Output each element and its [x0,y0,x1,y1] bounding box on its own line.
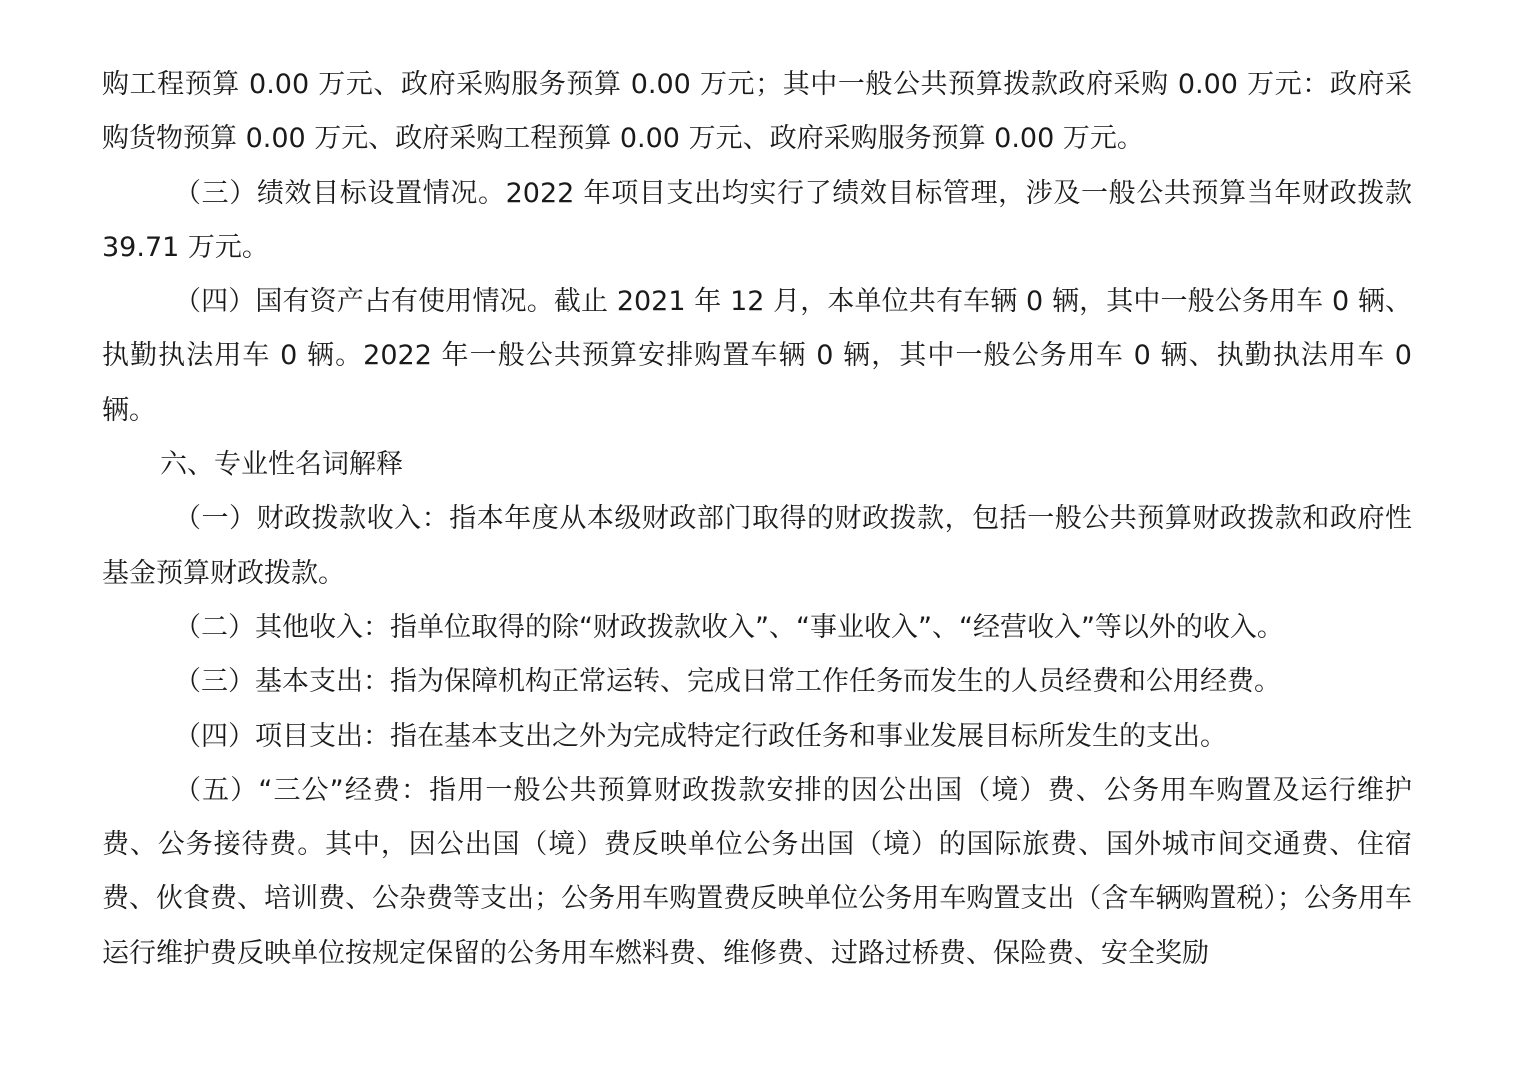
paragraph-term-other-income: （二）其他收入：指单位取得的除“财政拨款收入”、“事业收入”、“经营收入”等以外的收入。 [174,611,1284,643]
document-page [102,58,1412,981]
paragraph-procurement-continuation: 购工程预算 0.00 万元、政府采购服务预算 0.00 万元；其中一般公共预算拨款政府采购 0.00 万元：政府采购货物预算 0.00 万元、政府采购工程预算 0.00 万元、政府采购服务预算 0.00 万元。 [102,69,1412,155]
paragraph-term-fiscal-appropriation: （一）财政拨款收入：指本年度从本级财政部门取得的财政拨款，包括一般公共预算财政拨款和政府性基金预算财政拨款。 [102,503,1412,589]
paragraph-term-basic-expenditure: （三）基本支出：指为保障机构正常运转、完成日常工作任务而发生的人员经费和公用经费。 [174,666,1281,698]
paragraph-term-three-public-expenses: （五）“三公”经费：指用一般公共预算财政拨款安排的因公出国（境）费、公务用车购置及运行维护费、公务接待费。其中，因公出国（境）费反映单位公务出国（境）的国际旅费、国外城市间交通费、住宿费、伙食费、培训费、公杂费等支出；公务用车购置费反映单位公务用车购置支出（含车辆购置税）；公务用车运行维护费反映单位按规定保留的公务用车燃料费、维修费、过路过桥费、保险费、安全奖励 [102,774,1412,969]
section-heading-terms: 六、专业性名词解释 [160,449,403,481]
paragraph-state-assets: （四）国有资产占有使用情况。截止 2021 年 12 月，本单位共有车辆 0 辆，其中一般公务用车 0 辆、执勤执法用车 0 辆。2022 年一般公共预算安排购置车辆 0 辆，其中一般公务用车 0 辆、执勤执法用车 0 辆。 [102,286,1412,426]
paragraph-performance-goals: （三）绩效目标设置情况。2022 年项目支出均实行了绩效目标管理，涉及一般公共预算当年财政拨款 39.71 万元。 [102,177,1412,263]
paragraph-term-project-expenditure: （四）项目支出：指在基本支出之外为完成特定行政任务和事业发展目标所发生的支出。 [174,720,1227,752]
